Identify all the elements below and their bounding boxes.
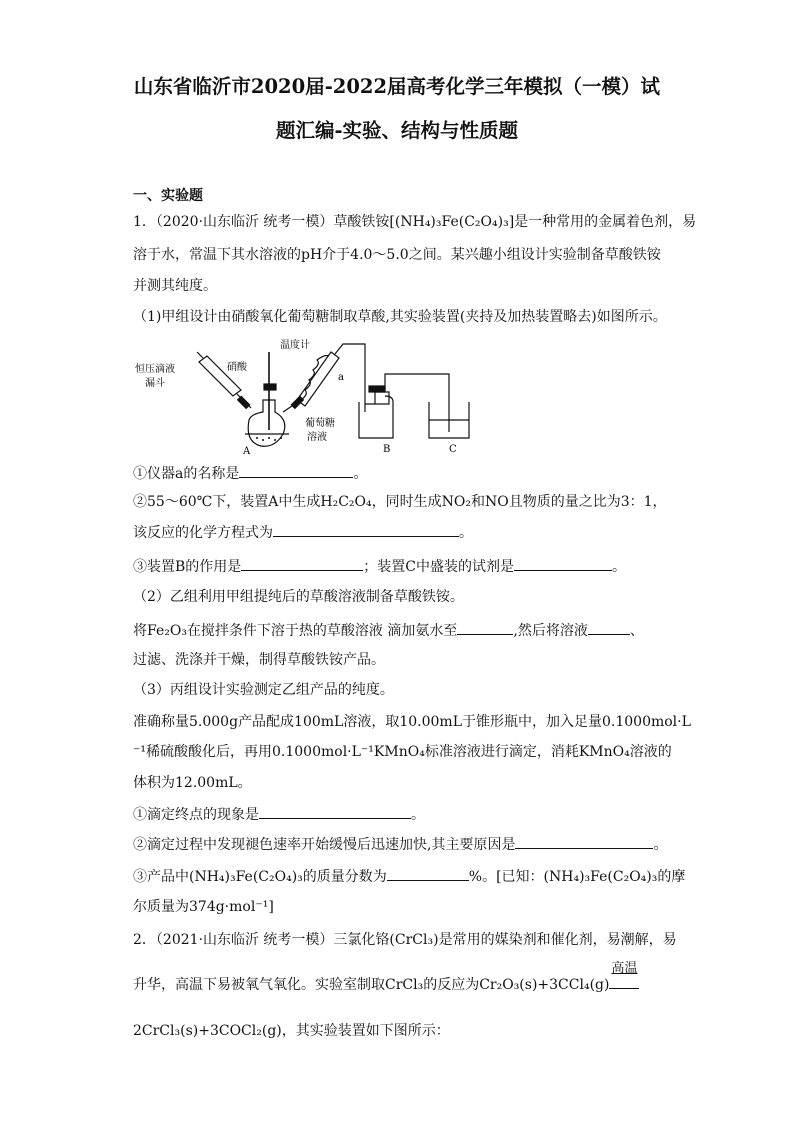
- answer-blank[interactable]: [514, 556, 612, 571]
- apparatus-figure: [133, 334, 473, 458]
- document-title-line1: 山东省临沂市2020届-2022届高考化学三年模拟（一模）试: [133, 75, 661, 98]
- label-funnel-2: 漏斗: [145, 378, 165, 389]
- q1-titration-3: ③产品中(NH₄)₃Fe(C₂O₄)₃的质量分数为 %。[已知：(NH₄)₃Fe(C₂O₄)₃的摩: [133, 866, 685, 887]
- section-heading: 一、实验题: [133, 188, 203, 204]
- label-solution: 溶液: [307, 432, 327, 443]
- label-a: a: [338, 372, 344, 383]
- label-funnel: 恒压滴液: [135, 364, 175, 375]
- q1-intro-line1: 1．（2020·山东临沂 统考一模）草酸铁铵[(NH₄)₃Fe(C₂O₄)₃]是一种常用的金属着色剂，易: [133, 214, 697, 230]
- q1-intro-line3: 并测其纯度。: [133, 278, 217, 294]
- q1-titration-2: ②滴定过程中发现褪色速率开始缓慢后迅速加快,其主要原因是 。: [133, 834, 667, 855]
- q1-part3-line3: 体积为12.00mL。: [133, 775, 252, 791]
- q1-sub1: ①仪器a的名称是 。: [133, 463, 367, 484]
- answer-blank[interactable]: [588, 620, 630, 635]
- q1-part3-line2: ⁻¹稀硫酸酸化后，再用0.1000mol·L⁻¹KMnO₄标准溶液进行滴定，消耗KMnO₄溶液的: [133, 744, 672, 760]
- q1-titration-3-line2: 尔质量为374g·mol⁻¹]: [133, 899, 274, 915]
- label-glucose: 葡萄糖: [305, 418, 335, 429]
- q1-intro-line2: 溶于水，常温下其水溶液的pH介于4.0～5.0之间。某兴趣小组设计实验制备草酸铁铵: [133, 247, 661, 263]
- label-acid: 硝酸: [227, 362, 247, 373]
- q1-sub2-line2: 该反应的化学方程式为 。: [133, 522, 473, 543]
- q1-part3-heading: （3）丙组设计实验测定乙组产品的纯度。: [133, 682, 394, 698]
- q1-titration-1: ①滴定终点的现象是 。: [133, 804, 425, 825]
- q2-line1: 2．（2021·山东临沂 统考一模）三氯化铬(CrCl₃)是常用的媒染剂和催化剂，易潮解，易: [133, 932, 677, 948]
- q1-part3-line1: 准确称量5.000g产品配成100mL溶液，取10.00mL于锥形瓶中，加入足量0.1000mol·L: [133, 714, 691, 730]
- answer-blank[interactable]: [273, 522, 459, 537]
- answer-blank[interactable]: [515, 834, 653, 849]
- label-thermometer: 温度计: [280, 340, 310, 351]
- q1-part2-line1: 将Fe₂O₃在搅拌条件下溶于热的草酸溶液 滴加氨水至 ,然后将溶液 、: [133, 620, 644, 641]
- q2-line2: 升华，高温下易被氧气氧化。实验室制取CrCl₃的反应为Cr₂O₃(s)+3CCl₄(g) 高温: [133, 961, 638, 993]
- document-title-line2: 题汇编-实验、结构与性质题: [275, 119, 519, 142]
- q1-part1-text: （1)甲组设计由硝酸氧化葡萄糖制取草酸,其实验装置(夹持及加热装置略去)如图所示。: [133, 309, 667, 325]
- bottle-b: [359, 396, 393, 438]
- answer-blank[interactable]: [239, 463, 353, 478]
- q1-sub2-line1: ②55～60℃下，装置A中生成H₂C₂O₄，同时生成NO₂和NO且物质的量之比为3：1，: [133, 494, 667, 510]
- q1-part2-line2: 过滤、洗涤并干燥，制得草酸铁铵产品。: [133, 652, 385, 668]
- flask-a: [248, 400, 285, 446]
- q1-sub3: ③装置B的作用是 ；装置C中盛装的试剂是 。: [133, 556, 626, 577]
- label-B: B: [383, 444, 391, 455]
- answer-blank[interactable]: [387, 866, 469, 881]
- label-C: C: [449, 444, 457, 455]
- tube-to-c: [385, 374, 449, 432]
- q2-line3: 2CrCl₃(s)+3COCl₂(g)，其实验装置如下图所示：: [133, 1023, 450, 1039]
- answer-blank[interactable]: [259, 804, 411, 819]
- reaction-condition: 高温: [609, 975, 639, 995]
- label-A: A: [243, 446, 251, 457]
- q1-part2-heading: （2）乙组利用甲组提纯后的草酸溶液制备草酸铁铵。: [133, 589, 464, 605]
- answer-blank[interactable]: [457, 620, 513, 635]
- answer-blank[interactable]: [241, 556, 363, 571]
